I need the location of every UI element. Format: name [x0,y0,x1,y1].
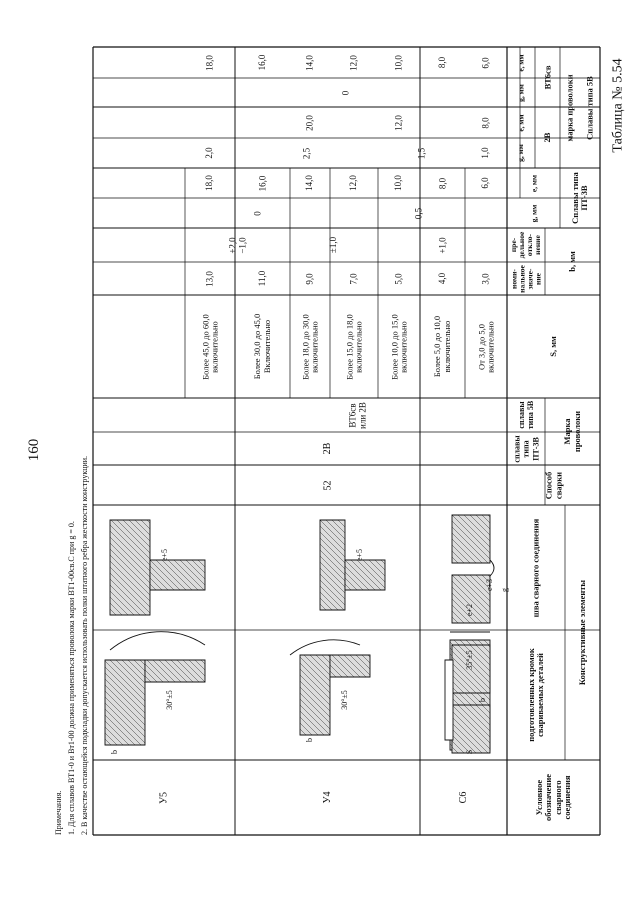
cell-pt-e: 6,0 [480,177,491,189]
header-g: g, мм [516,144,526,162]
cell-b-nominal: 11,0 [256,270,267,287]
header-b: b, мм [566,251,577,272]
cell-vt-g: 0 [340,90,351,95]
plate-horizontal [145,660,205,682]
header-method: Способ сварки [543,471,563,499]
header-wire-grade: марка проволоки [564,74,575,141]
cell-pt-g: 0,5 [412,207,423,219]
plate-vertical [300,655,330,735]
label-angle-30: 30°±5 [165,690,175,710]
cell-s: Более 18,0 до 30,0 включительно [299,313,319,380]
cell-pt-e: 12,0 [348,175,359,191]
cell-s: Более 15,0 до 18,0 включительно [343,313,363,380]
code-u5: У5 [158,791,170,804]
label-b: b [478,698,488,702]
label-s: S [465,749,475,755]
cell-2v-g: 1,5 [415,147,426,159]
cell-b-nominal: 9,0 [304,272,315,285]
label-e5: e+5 [160,548,170,562]
cell-2v-g: 2,5 [300,147,311,159]
cell-s: Более 10,0 до 15,0 включительно [388,313,408,380]
header-wire: Марка проволоки [562,410,582,453]
plate-horizontal [330,655,370,677]
cell-pt-e: 16,0 [256,175,267,191]
header-designation: Условное обозначение сварного соединения [533,774,572,821]
note-line: 2. В качестве остающейся подкладки допускается использовать полки штатного ребра жесткости конструкции. [80,455,90,835]
cell-pt-e: 18,0 [204,175,215,191]
label-g: g [500,588,510,592]
cell-s: Более 5,0 до 10,0 включительно [432,315,452,378]
cell-deviation: +2,0 −1,0 [227,236,247,254]
cell-pt-e: 8,0 [436,177,447,189]
header-grade-2v: 2В [541,132,552,143]
header-e: e, мм [516,113,526,132]
cell-b-nominal: 13,0 [204,270,215,287]
label-angle-30: 30°±5 [340,690,350,710]
header-g: g, мм [528,204,538,222]
cell-vt-e: 6,0 [480,56,491,69]
cell-vt-e: 14,0 [304,54,315,71]
method-value: 52 [321,480,333,490]
dimension-arc [110,632,205,650]
cell-vt-e: 16,0 [256,54,267,71]
cell-vt-e: 10,0 [393,54,404,71]
dimension-arc [290,640,360,655]
cell-deviation: ±1,0 [328,236,339,254]
cell-2v-g: 1,0 [480,147,491,159]
cell-vt-e: 12,0 [348,54,359,71]
cell-pt-e: 10,0 [393,175,404,191]
cell-vt-e: 8,0 [436,56,447,69]
cell-2v-e: 8,0 [480,116,491,129]
label-e5: e+5 [355,548,365,562]
cell-s: От 3,0 до 5,0 включительно [475,320,495,373]
cell-b-nominal: 5,0 [393,272,404,285]
cell-2v-g: 2,0 [204,147,215,159]
cell-vt-e: 18,0 [204,54,215,71]
label-b: b [305,738,315,742]
cell-2v-e: 20,0 [304,114,315,131]
table-title: Таблица № 5.54 [609,57,625,153]
header-e: e, мм [516,53,526,72]
label-e3: e+3 [485,578,495,592]
label-angle: 35°±5 [465,650,475,670]
backing-strip [445,660,453,740]
header-deviation: пре- дельное откло- нение [509,231,542,259]
note-line: Примечания. [54,790,64,835]
cell-s: Более 30,0 до 45,0 Включительно [252,313,272,380]
code-c6: С6 [457,791,469,804]
header-grade-vt6sv: ВТ6св [541,65,552,89]
header-prepared: подготовленных кромок свариваемых деталей [525,648,545,742]
header-alloys-5v: Сплавы типа 5В [584,75,595,140]
header-wire-5v: сплавы типа 5В [516,400,535,430]
header-s: S, мм [547,336,558,357]
page-number: 160 [26,438,43,462]
cell-b-nominal: 3,0 [480,272,491,285]
code-u4: У4 [321,791,333,804]
wire-5v-value: ВТ6св или 2В [347,401,367,429]
cell-s: Более 45,0 до 60,0 включительно [199,313,219,380]
wire-pt3v-value: 2В [321,442,333,455]
cell-b-nominal: 4,0 [436,272,447,285]
cell-pt-g: 0 [251,210,262,216]
header-e: e, мм [528,174,538,192]
cell-b-nominal: 7,0 [348,272,359,285]
header-g: g, мм [516,83,526,102]
header-structural: Конструктивные элементы [576,579,587,686]
label-e2: e+2 [465,603,475,617]
note-line: 1. Для сплавов ВТ1-0 и Вт1-00 должна применяться проволока марки ВТ1-00св.С при g = 0. [67,521,77,835]
cell-deviation: +1,0 [436,236,447,254]
cell-2v-e: 12,0 [393,114,404,131]
header-nominal: номи- нальное значе- ние [509,264,542,293]
label-b: b [110,750,120,754]
cell-pt-e: 14,0 [304,175,315,191]
header-alloys-pt3v: Сплавы типа ПТ-3В [569,172,589,224]
header-wire-pt3v: сплавы типа ПТ-3В [511,434,540,463]
header-weld: шва сварного соединения [530,518,541,617]
